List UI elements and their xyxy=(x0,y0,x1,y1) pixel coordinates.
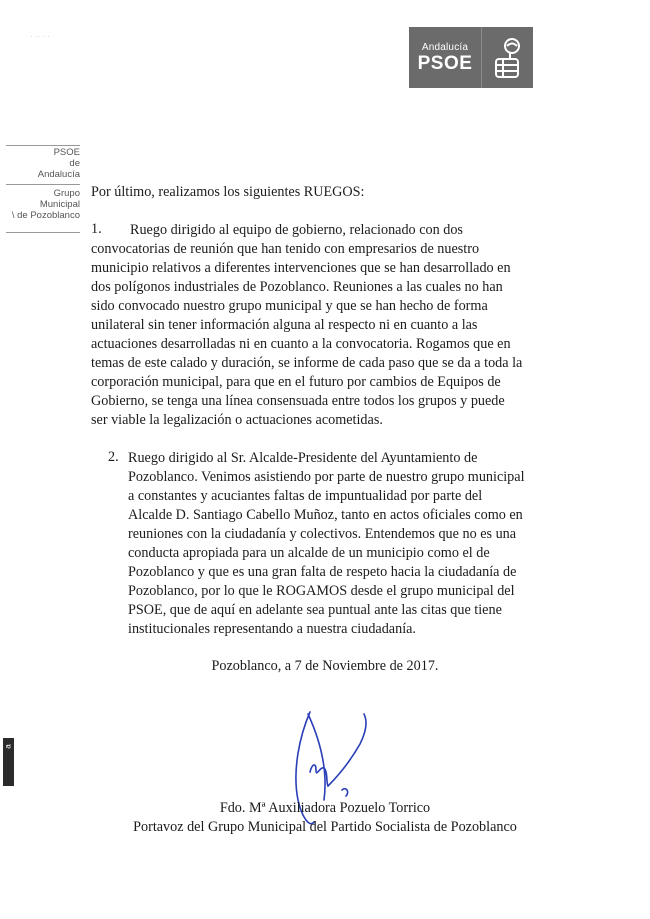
signature-role: Portavoz del Grupo Municipal del Partido Socialista de Pozoblanco xyxy=(133,819,517,835)
scan-mark: · ·· · · xyxy=(30,32,50,41)
item2-line: Ruego dirigido al Sr. Alcalde-Presidente del Ayuntamiento de xyxy=(128,450,478,466)
item2-line: conducta apropiada para un alcalde de un municipio como el de xyxy=(128,545,490,561)
side-line-pozoblanco: \ de Pozoblanco xyxy=(11,210,80,221)
logo-text xyxy=(409,27,481,88)
item1-line: dos polígonos industriales de Pozoblanco. Reuniones a las cuales no han xyxy=(91,279,503,295)
side-divider xyxy=(6,184,80,185)
item1-line: unilateral sin tener información alguna al respecto ni en cuanto a las xyxy=(91,317,478,333)
side-line-grupo: Grupo xyxy=(53,188,80,199)
item1-line: ser viable la legalización o actuaciones acometidas. xyxy=(91,412,383,428)
intro-text: Por último, realizamos los siguientes RUEGOS: xyxy=(91,184,365,200)
side-divider xyxy=(6,145,80,146)
edge-stamp-text: a xyxy=(3,744,13,749)
rose-fist-icon xyxy=(481,27,533,88)
item1-line: sido convocado nuestro grupo municipal y que se han hecho de forma xyxy=(91,298,488,314)
side-divider xyxy=(6,232,80,233)
logo-party: PSOE xyxy=(417,52,473,74)
item1-paragraph xyxy=(91,221,556,430)
item2-line: reuniones con la ciudadanía y colectivos. Entendemos que no es una xyxy=(128,526,517,542)
item1-line: convocatorias de reunión que han tenido con empresarios de nuestro xyxy=(91,241,480,257)
logo-region: Andalucía xyxy=(421,41,469,53)
side-line-de: de xyxy=(69,158,80,169)
item2-line: PSOE, que de aquí en adelante sea puntual ante las citas que tiene xyxy=(128,602,502,618)
item2-number: 2. xyxy=(108,449,119,465)
item2-line: institucionales representando a nuestra ciudadanía. xyxy=(128,621,416,637)
item1-line: Ruego dirigido al equipo de gobierno, relacionado con dos xyxy=(130,222,463,238)
psoe-logo xyxy=(409,27,533,88)
side-line-andalucia: Andalucía xyxy=(37,169,80,180)
item1-line: corporación municipal, para que en el futuro por cambios de Equipos de xyxy=(91,374,501,390)
item1-line: Gobierno, se tenga una línea consensuada entre todos los grupos y puede xyxy=(91,393,505,409)
date-line: Pozoblanco, a 7 de Noviembre de 2017. xyxy=(211,658,439,674)
item1-line: temas de este calado y duración, se informe de cada paso que se da a toda la xyxy=(91,355,523,371)
item2-paragraph xyxy=(128,449,556,639)
item2-line: Pozoblanco, por lo que le ROGAMOS desde el grupo municipal del xyxy=(128,583,515,599)
signature-name: Fdo. Mª Auxiliadora Pozuelo Torrico xyxy=(219,800,431,816)
item2-line: Pozoblanco. Venimos asistiendo por parte de nuestro grupo municipal xyxy=(128,469,525,485)
item2-line: a constantes y acuciantes faltas de impuntualidad por parte del xyxy=(128,488,483,504)
side-line-municipal: Municipal xyxy=(39,199,80,210)
item2-line: Pozoblanco y que es una gran falta de respeto hacia la ciudadanía de xyxy=(128,564,517,580)
item1-line: actuaciones desarrolladas ni en cuanto a la convocatoria. Rogamos que en xyxy=(91,336,511,352)
side-line-psoe: PSOE xyxy=(53,147,80,158)
edge-stamp xyxy=(3,738,14,786)
item2-line: Alcalde D. Santiago Cabello Muñoz, tanto en actos oficiales como en xyxy=(128,507,523,523)
item1-number: 1. xyxy=(91,221,102,237)
item1-line: municipio relativos a diferentes intervenciones que se han desarrollado en xyxy=(91,260,511,276)
